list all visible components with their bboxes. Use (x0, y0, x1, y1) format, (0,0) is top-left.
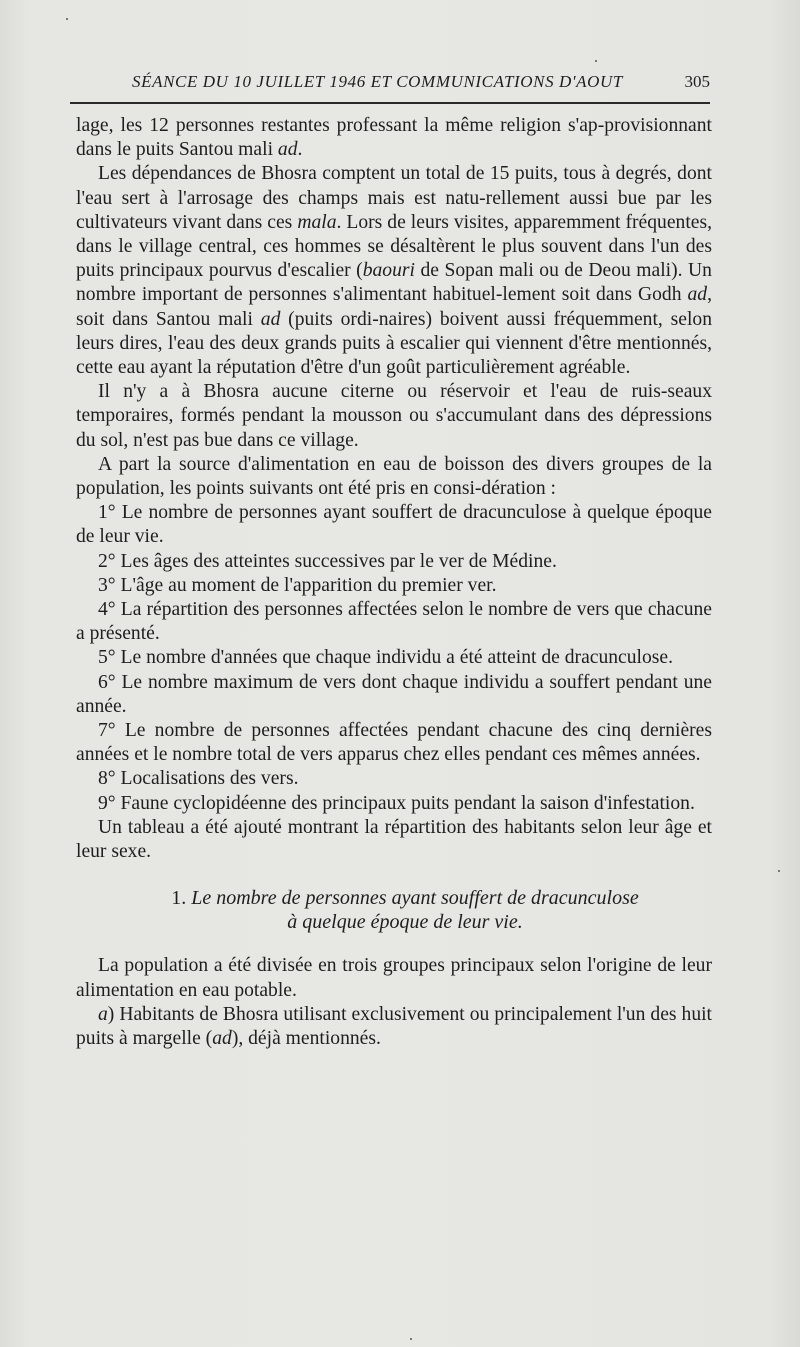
paragraph-population: La population a été divisée en trois groupes principaux selon l'origine de leur alimentation en eau potable. (76, 955, 712, 1001)
list-item: 7° Le nombre de personnes affectées pendant chacune des cinq dernières années et le nombre total de vers apparus chez elles pendant ces mêmes années. (76, 720, 712, 766)
list-item: 1° Le nombre de personnes ayant souffert de dracunculose à quelque époque de leur vie. (76, 502, 712, 548)
list-item: 9° Faune cyclopidéenne des principaux puits pendant la saison d'infestation. (98, 792, 695, 814)
paragraph-citerne: Il n'y a à Bhosra aucune citerne ou réservoir et l'eau de ruis-seaux temporaires, formés pendant la mousson ou s'accumulant dans des dépressions du sol, n'est pas bue dans ce village. (76, 381, 712, 451)
page-header (70, 72, 720, 98)
paragraph-group-a: a) Habitants de Bhosra utilisant exclusivement ou principalement l'un des huit puits à margelle (ad), déjà mentionnés. (76, 1003, 712, 1049)
section-heading (76, 886, 712, 934)
list-item: 4° La répartition des personnes affectées selon le nombre de vers que chacune a présenté. (76, 599, 712, 645)
scan-speck (66, 18, 68, 20)
paragraph-continuation: lage, les 12 personnes restantes professant la même religion s'ap-provisionnant dans le puits Santou mali ad. (76, 115, 712, 161)
list-item: 5° Le nombre d'années que chaque individu a été atteint de dracunculose. (98, 647, 674, 669)
list-item: 8° Localisations des vers. (98, 768, 299, 790)
body-text (76, 114, 712, 1051)
section-title-line1: Le nombre de personnes ayant souffert de dracunculose (191, 887, 639, 910)
page-number: 305 (684, 72, 710, 91)
paragraph-tableau: Un tableau a été ajouté montrant la répartition des habitants selon leur âge et leur sexe. (76, 816, 712, 863)
scan-speck (595, 60, 597, 62)
paragraph-points: A part la source d'alimentation en eau de boisson des divers groupes de la population, les points suivants ont été pris en consi-dération : (76, 453, 712, 500)
scan-speck (410, 1338, 412, 1340)
scan-speck (778, 870, 780, 872)
list-item: 2° Les âges des atteintes successives par le ver de Médine. (98, 550, 557, 572)
running-head: SÉANCE DU 10 JUILLET 1946 ET COMMUNICATIONS D'AOUT (132, 72, 623, 91)
paragraph-dependances: Les dépendances de Bhosra comptent un total de 15 puits, tous à degrés, dont l'eau sert à l'arrosage des champs mais est natu-rellement aussi bue par les cultivateurs vivant dans ces mala. Lors de leurs visites, apparemment fréquentes, dans le village central, ces hommes se désaltèrent le plus souvent dans l'un des puits principaux pourvus d'escalier (baouri de Sopan mali ou de Deou mali). Un nombre important de personnes s'alimentant habituel-lement soit dans Godh ad, soit dans Santou mali ad (puits ordi-naires) boivent aussi fréquemment, selon leurs dires, l'eau des deux grands puits à escalier qui viennent d'être mentionnés, cette eau ayant la réputation d'être d'un goût particulièrement agréable. (76, 163, 712, 379)
section-title-line2: à quelque époque de leur vie. (287, 911, 523, 934)
list-item: 6° Le nombre maximum de vers dont chaque individu a souffert pendant une année. (76, 671, 712, 717)
header-rule (70, 102, 710, 104)
list-item: 3° L'âge au moment de l'apparition du premier ver. (98, 574, 497, 596)
section-number: 1. (171, 887, 187, 910)
